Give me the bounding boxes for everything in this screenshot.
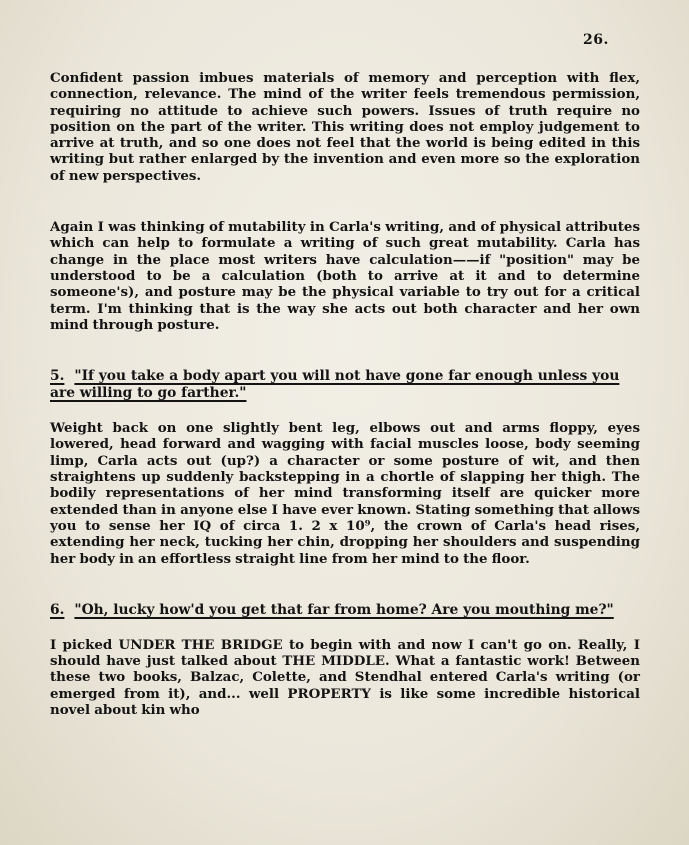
paragraph-gap [50,333,640,368]
paragraph-mutability: Again I was thinking of mutability in Carla's writing, and of physical attributes which can help to formulate a writing of such great mutability. Carla has change in the place most writers have calculation——if "position" may be understood to be a calculation (both to arrive at it and to determine someone's), and posture may be the physical variable to try out for a critical term. I'm thinking that is the way she acts out both character and her own mind through posture. [50,219,640,333]
paragraph-gap [50,402,640,420]
paragraph-confident-passion: Confident passion imbues materials of memory and perception with flex, connection, relevance. The mind of the writer feels tremendous permission, requiring no attitude to achieve such powers. Issues of truth require no position on the part of the writer. This writing does not employ judgement to arrive at truth, and so one does not feel that the world is being edited in this writing but rather enlarged by the invention and even more so the exploration of new perspectives. [50,70,640,184]
section-quote: "Oh, lucky how'd you get that far from home? Are you mouthing me?" [74,601,614,618]
paragraph-weight-back: Weight back on one slightly bent leg, elbows out and arms floppy, eyes lowered, head forward and wagging with facial muscles loose, body seeming limp, Carla acts out (up?) a character or some posture of wit, and then straightens up suddenly backstepping in a chortle of slapping her thigh. The bodily representations of her mind transforming itself are quicker more extended than in anyone else I have ever known. Stating something that allows you to sense her IQ of circa 1. 2 x 10⁹, the crown of Carla's head rises, extending her neck, tucking her chin, dropping her shoulders and suspending her body in an effortless straight line from her mind to the floor. [50,420,640,567]
paragraph-under-the-bridge: I picked UNDER THE BRIDGE to begin with and now I can't go on. Really, I should have just talked about THE MIDDLE. What a fantastic work! Between these two books, Balzac, Colette, and Stendhal entered Carla's writing (or emerged from it), and... well PROPERTY is like some incredible historical novel about kin who [50,636,640,719]
page-number: 26. [583,32,609,48]
section-quote: "If you take a body apart you will not have gone far enough unless you are willing to go farther." [50,368,620,402]
section-heading-6 [50,602,640,619]
section-heading-5 [50,368,640,402]
page-body [50,70,640,718]
section-number: 5. [50,368,65,385]
paragraph-gap [50,184,640,219]
section-number: 6. [50,601,65,618]
paragraph-gap [50,567,640,602]
paragraph-gap [50,619,640,637]
